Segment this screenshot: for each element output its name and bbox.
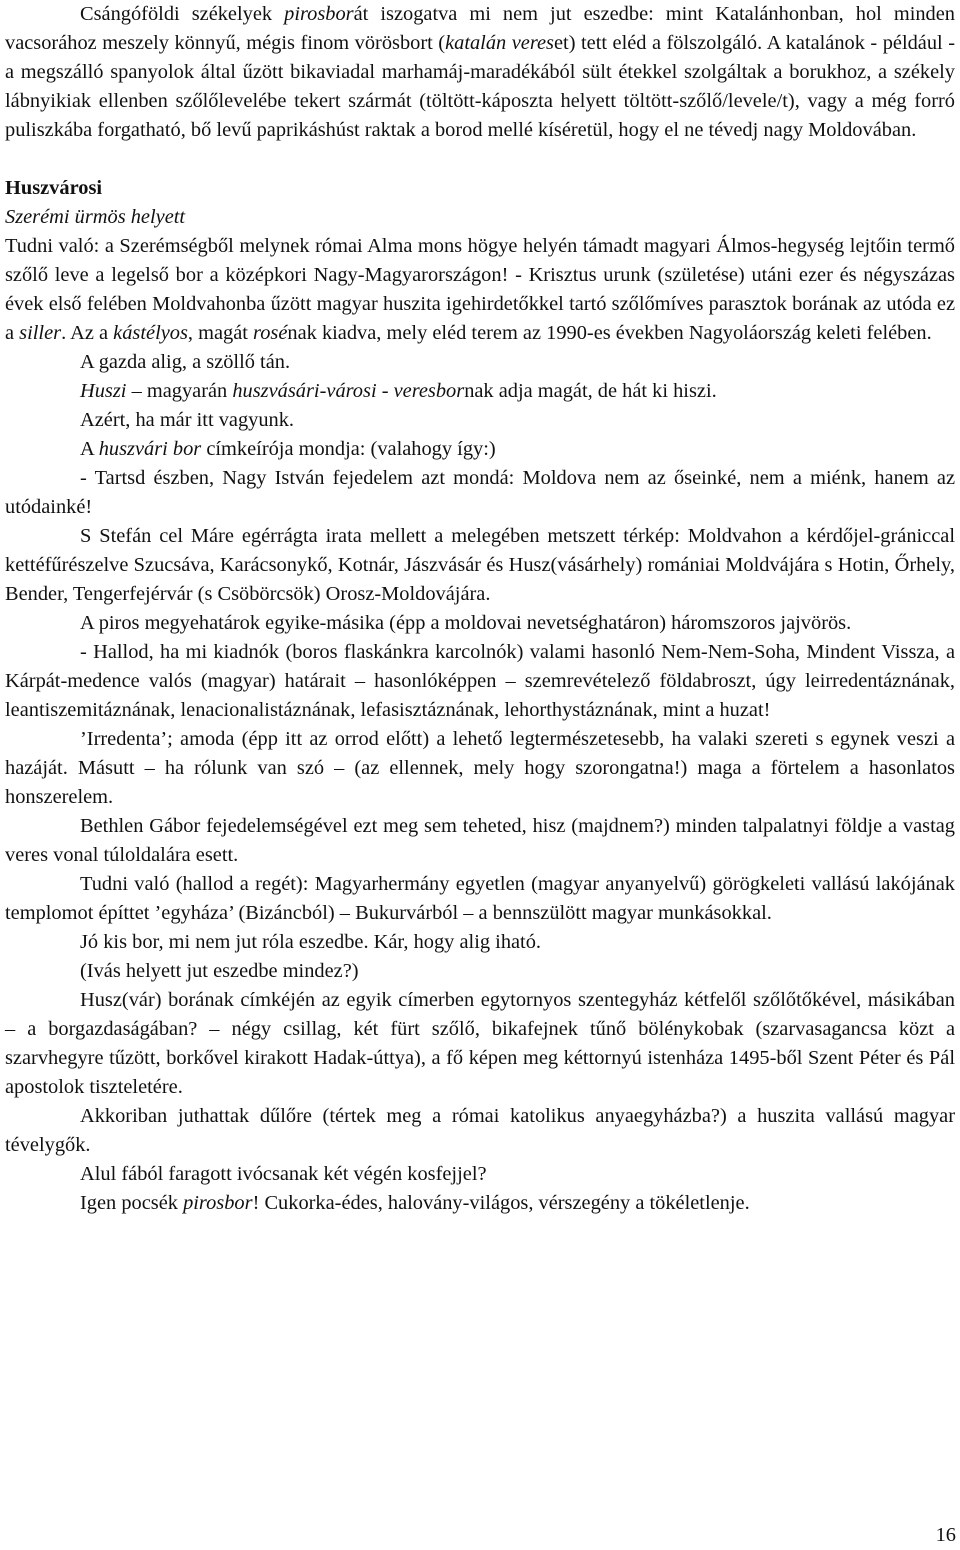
paragraph <box>5 957 955 986</box>
italic-text: pirosbor <box>183 1192 253 1214</box>
document-page <box>5 0 955 1218</box>
paragraph <box>5 232 955 348</box>
text-run: A <box>80 438 99 460</box>
body-paragraphs <box>5 232 955 1218</box>
paragraph <box>5 377 955 406</box>
text-run: Csángóföldi székelyek <box>80 3 285 25</box>
paragraph <box>5 725 955 812</box>
paragraph <box>5 1189 955 1218</box>
text-run: , magát <box>187 322 254 344</box>
text-run: Igen pocsék <box>80 1192 184 1214</box>
paragraph <box>5 638 955 725</box>
paragraph <box>5 464 955 522</box>
text-run: – magyarán <box>126 380 233 402</box>
text-run: A piros megyehatárok egyike-másika (épp a moldovai nevetséghatáron) háromszoros jajvörös. <box>80 612 852 634</box>
text-run: ’Irredenta’; amoda (épp itt az orrod előtt) a lehető legtermészetesebb, ha valaki szereti s egynek veszi a hazáját. Másutt – ha rólunk van szó – (az ellennek, mely hogy szorongatna!) maga a förtelem a hasonlatos honszerelem. <box>5 728 955 808</box>
paragraph <box>5 986 955 1102</box>
paragraph <box>5 406 955 435</box>
text-run: - Hallod, ha mi kiadnók (boros flaskánkra karcolnók) valami hasonló Nem-Nem-Soha, Mindent Vissza, a Kárpát-medence valós (magyar) határait – hasonlóképpen – szemrevételező földabroszt, úgy leirredentáznának, leantiszemitáznának, lenacionalistáznának, lefasisztáznának, lehorthystáznának, mint a huzat! <box>5 641 955 721</box>
blank-line <box>5 145 955 174</box>
italic-text: pirosbor <box>284 3 354 25</box>
section-title: Huszvárosi <box>5 177 103 199</box>
italic-text: kástélyos <box>113 322 188 344</box>
text-run: át iszogatva mi nem jut eszedbe: mint Katalánhonban, hol minden vacsorához meszely könnyű, mégis finom vörösbort ( <box>5 3 955 54</box>
section-subtitle: Szerémi ürmös helyett <box>5 206 186 228</box>
text-run: Akkoriban juthattak dűlőre (tértek meg a római katolikus anyaegyházba?) a huszita vallású magyar tévelygők. <box>5 1105 955 1156</box>
text-run: címkeírója mondja: (valahogy így:) <box>201 438 496 460</box>
text-run: nak adja magát, de hát ki hiszi. <box>464 380 717 402</box>
paragraph <box>5 1102 955 1160</box>
paragraph <box>5 928 955 957</box>
text-run: Bethlen Gábor fejedelemségével ezt meg sem teheted, hisz (majdnem?) minden talpalatnyi földje a vastag veres vonal túloldalára esett. <box>5 815 955 866</box>
paragraph <box>5 0 955 145</box>
paragraph <box>5 1160 955 1189</box>
page-number: 16 <box>935 1524 956 1546</box>
text-run: et) tett eléd a fölszolgáló. A katalánok - például - a megszálló spanyolok által űzött bikaviadal marhamáj-maradékából sült étekkel szolgáltak a borukhoz, a székely lábnyikiak ellenben szőlőlevelébe tekert szármát (töltött-káposzta helyett töltött-szőlő/levele/t), vagy a még forró puliszkába forgatható, bő levű paprikáshúst raktak a borod mellé kíséretül, hogy el ne tévedj nagy Moldovában. <box>5 32 955 141</box>
text-run: . Az a <box>61 322 114 344</box>
text-run: A gazda alig, a szöllő tán. <box>80 351 291 373</box>
italic-text: huszvásári-városi - veresbor <box>232 380 465 402</box>
paragraph <box>5 870 955 928</box>
paragraph <box>5 609 955 638</box>
text-run: Azért, ha már itt vagyunk. <box>80 409 295 431</box>
text-run: (Ivás helyett jut eszedbe mindez?) <box>80 960 359 982</box>
text-run: Husz(vár) borának címkéjén az egyik címerben egytornyos szentegyház kétfelől szőlőtőkével, másikában – a borgazdaságában? – négy csillag, két fürt szőlő, bikafejnek tűnő bölénykobak (szarvasagancsa közt a szarvhegyre tűzött, borkővel kirakott Hadak-úttya), a fő képen meg kéttornyú istenháza 1495-ből Szent Péter és Pál apostolok tiszteletére. <box>5 989 955 1098</box>
paragraph <box>5 522 955 609</box>
text-run: Jó kis bor, mi nem jut róla eszedbe. Kár, hogy alig iható. <box>80 931 542 953</box>
text-run: nak kiadva, mely eléd terem az 1990-es években Nagyoláország keleti felében. <box>287 322 932 344</box>
paragraph <box>5 812 955 870</box>
paragraph <box>5 435 955 464</box>
text-run: Tudni való (hallod a regét): Magyarhermány egyetlen (magyar anyanyelvű) görögkeleti vallású lakójának templomot építtet ’egyháza’ (Bizáncból) – Bukurvárból – a bennszülött magyar munkásokkal. <box>5 873 955 924</box>
text-run: ! Cukorka-édes, halovány-világos, vérszegény a tökéletlenje. <box>252 1192 750 1214</box>
paragraph <box>5 348 955 377</box>
italic-text: katalán veres <box>445 32 554 54</box>
text-run: S Stefán cel Máre egérrágta irata mellett a melegében metszett térkép: Moldvahon a kérdőjel-gránicсal kettéfűrészelve Szucsáva, Karácsonykő, Kotnár, Jászvásár és Husz(vásárhely) romániai Moldvájára s Hotin, Őrhely, Bender, Tengerfejérvár (s Csöbörcsök) Orosz-Moldovájára. <box>5 525 955 605</box>
intro-paragraphs <box>5 0 955 145</box>
text-run: - Tartsd észben, Nagy István fejedelem azt mondá: Moldova nem az őseinké, nem a miénk, hanem az utódainké! <box>5 467 955 518</box>
italic-text: siller <box>19 322 62 344</box>
text-run: Tudni való: a Szerémségből melynek római Alma mons högye helyén támadt magyari Álmos-hegység lejtőin termő szőlő leve a legelső bor a középkori Nagy-Magyarországon! - Krisztus urunk (születése) utáni ezer és négyszázas évek első felében Moldvahonba űzött magyar huszita igehirdetőkkel tartó szőlőmíves parasztok borának az utóda ez a <box>5 235 955 344</box>
italic-text: rosé <box>253 322 288 344</box>
italic-text: Huszi <box>80 380 127 402</box>
text-run: Alul fából faragott ivócsanak két végén kosfejjel? <box>80 1163 487 1185</box>
italic-text: huszvári bor <box>98 438 202 460</box>
